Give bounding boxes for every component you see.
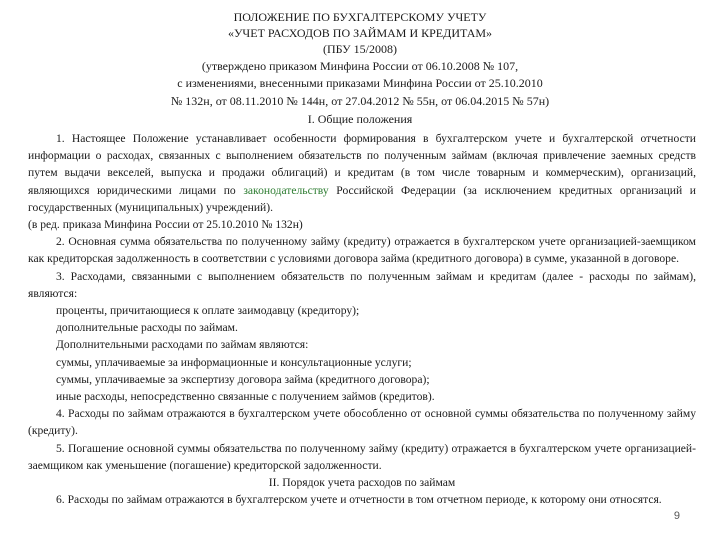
page-number: 9 [673,510,680,522]
list-item: иные расходы, непосредственно связанные с получением займов (кредитов). [56,390,435,404]
approval-line-1: (утверждено приказом Минфина России от 06.10.2008 № 107, [201,59,519,73]
paragraph-1-end: Российской Федерации (за исключением кредитных организаций и государственных (муниципальных) учреждений). [28,183,697,214]
list-item: проценты, причитающиеся к оплате заимодавцу (кредитору); [56,304,360,318]
law-link[interactable]: законодательству [243,183,329,197]
paragraph-5: 5. Погашение основной суммы обязательства по полученному займу (кредиту) отражается в бухгалтерском учете организацией-заемщиком как уменьшение (погашение) кредиторской задолженности. [28,441,696,472]
paragraph-1-start: 1. Настоящее Положение устанавливает особенности формирования в бухгалтерском учете и бухгалтерской отчетности информации о расходах, связанных с выполнением обязательств по полученным займам (включая привлечение заемных средств путем выдачи векселей, выпуска и продажи облигаций) и кредитам (в том числе товарным и коммерческим), организаций, являющихся юридическими лицами по [28,132,696,197]
paragraph-3: 3. Расходами, связанными с выполнением обязательств по полученным займам и кредитам (далее - расходы по займам), являются: [28,269,696,300]
doc-title-line-3: (ПБУ 15/2008) [323,42,397,56]
paragraph-4: 4. Расходы по займам отражаются в бухгалтерском учете обособленно от основной суммы обязательства по полученному займу (кредиту). [28,407,696,438]
section-2-title: II. Порядок учета расходов по займам [268,476,456,490]
list-item: суммы, уплачиваемые за экспертизу договора займа (кредитного договора); [56,372,430,386]
section-1-title: I. Общие положения [307,112,413,126]
approval-line-3: № 132н, от 08.11.2010 № 144н, от 27.04.2012 № 55н, от 06.04.2015 № 57н) [170,94,550,108]
list-item: Дополнительными расходами по займам являются: [56,338,309,352]
document-body [28,130,696,508]
doc-title-line-1: ПОЛОЖЕНИЕ ПО БУХГАЛТЕРСКОМУ УЧЕТУ [233,10,487,24]
paragraph-1 [28,130,696,216]
list-item: суммы, уплачиваемые за информационные и консультационные услуги; [56,355,412,369]
paragraph-1-note: (в ред. приказа Минфина России от 25.10.2010 № 132н) [28,218,303,232]
paragraph-2: 2. Основная сумма обязательства по полученному займу (кредиту) отражается в бухгалтерском учете организацией-заемщиком как кредиторская задолженность в соответствии с условиями договора займа (кредитного договора) в сумме, указанной в договоре. [28,235,696,266]
approval-line-2: с изменениями, внесенными приказами Минфина России от 25.10.2010 [177,76,543,90]
doc-title-line-2: «УЧЕТ РАСХОДОВ ПО ЗАЙМАМ И КРЕДИТАМ» [227,26,493,40]
paragraph-6: 6. Расходы по займам отражаются в бухгалтерском учете и отчетности в том отчетном периоде, к которому они относятся. [56,493,662,507]
list-item: дополнительные расходы по займам. [56,321,238,335]
